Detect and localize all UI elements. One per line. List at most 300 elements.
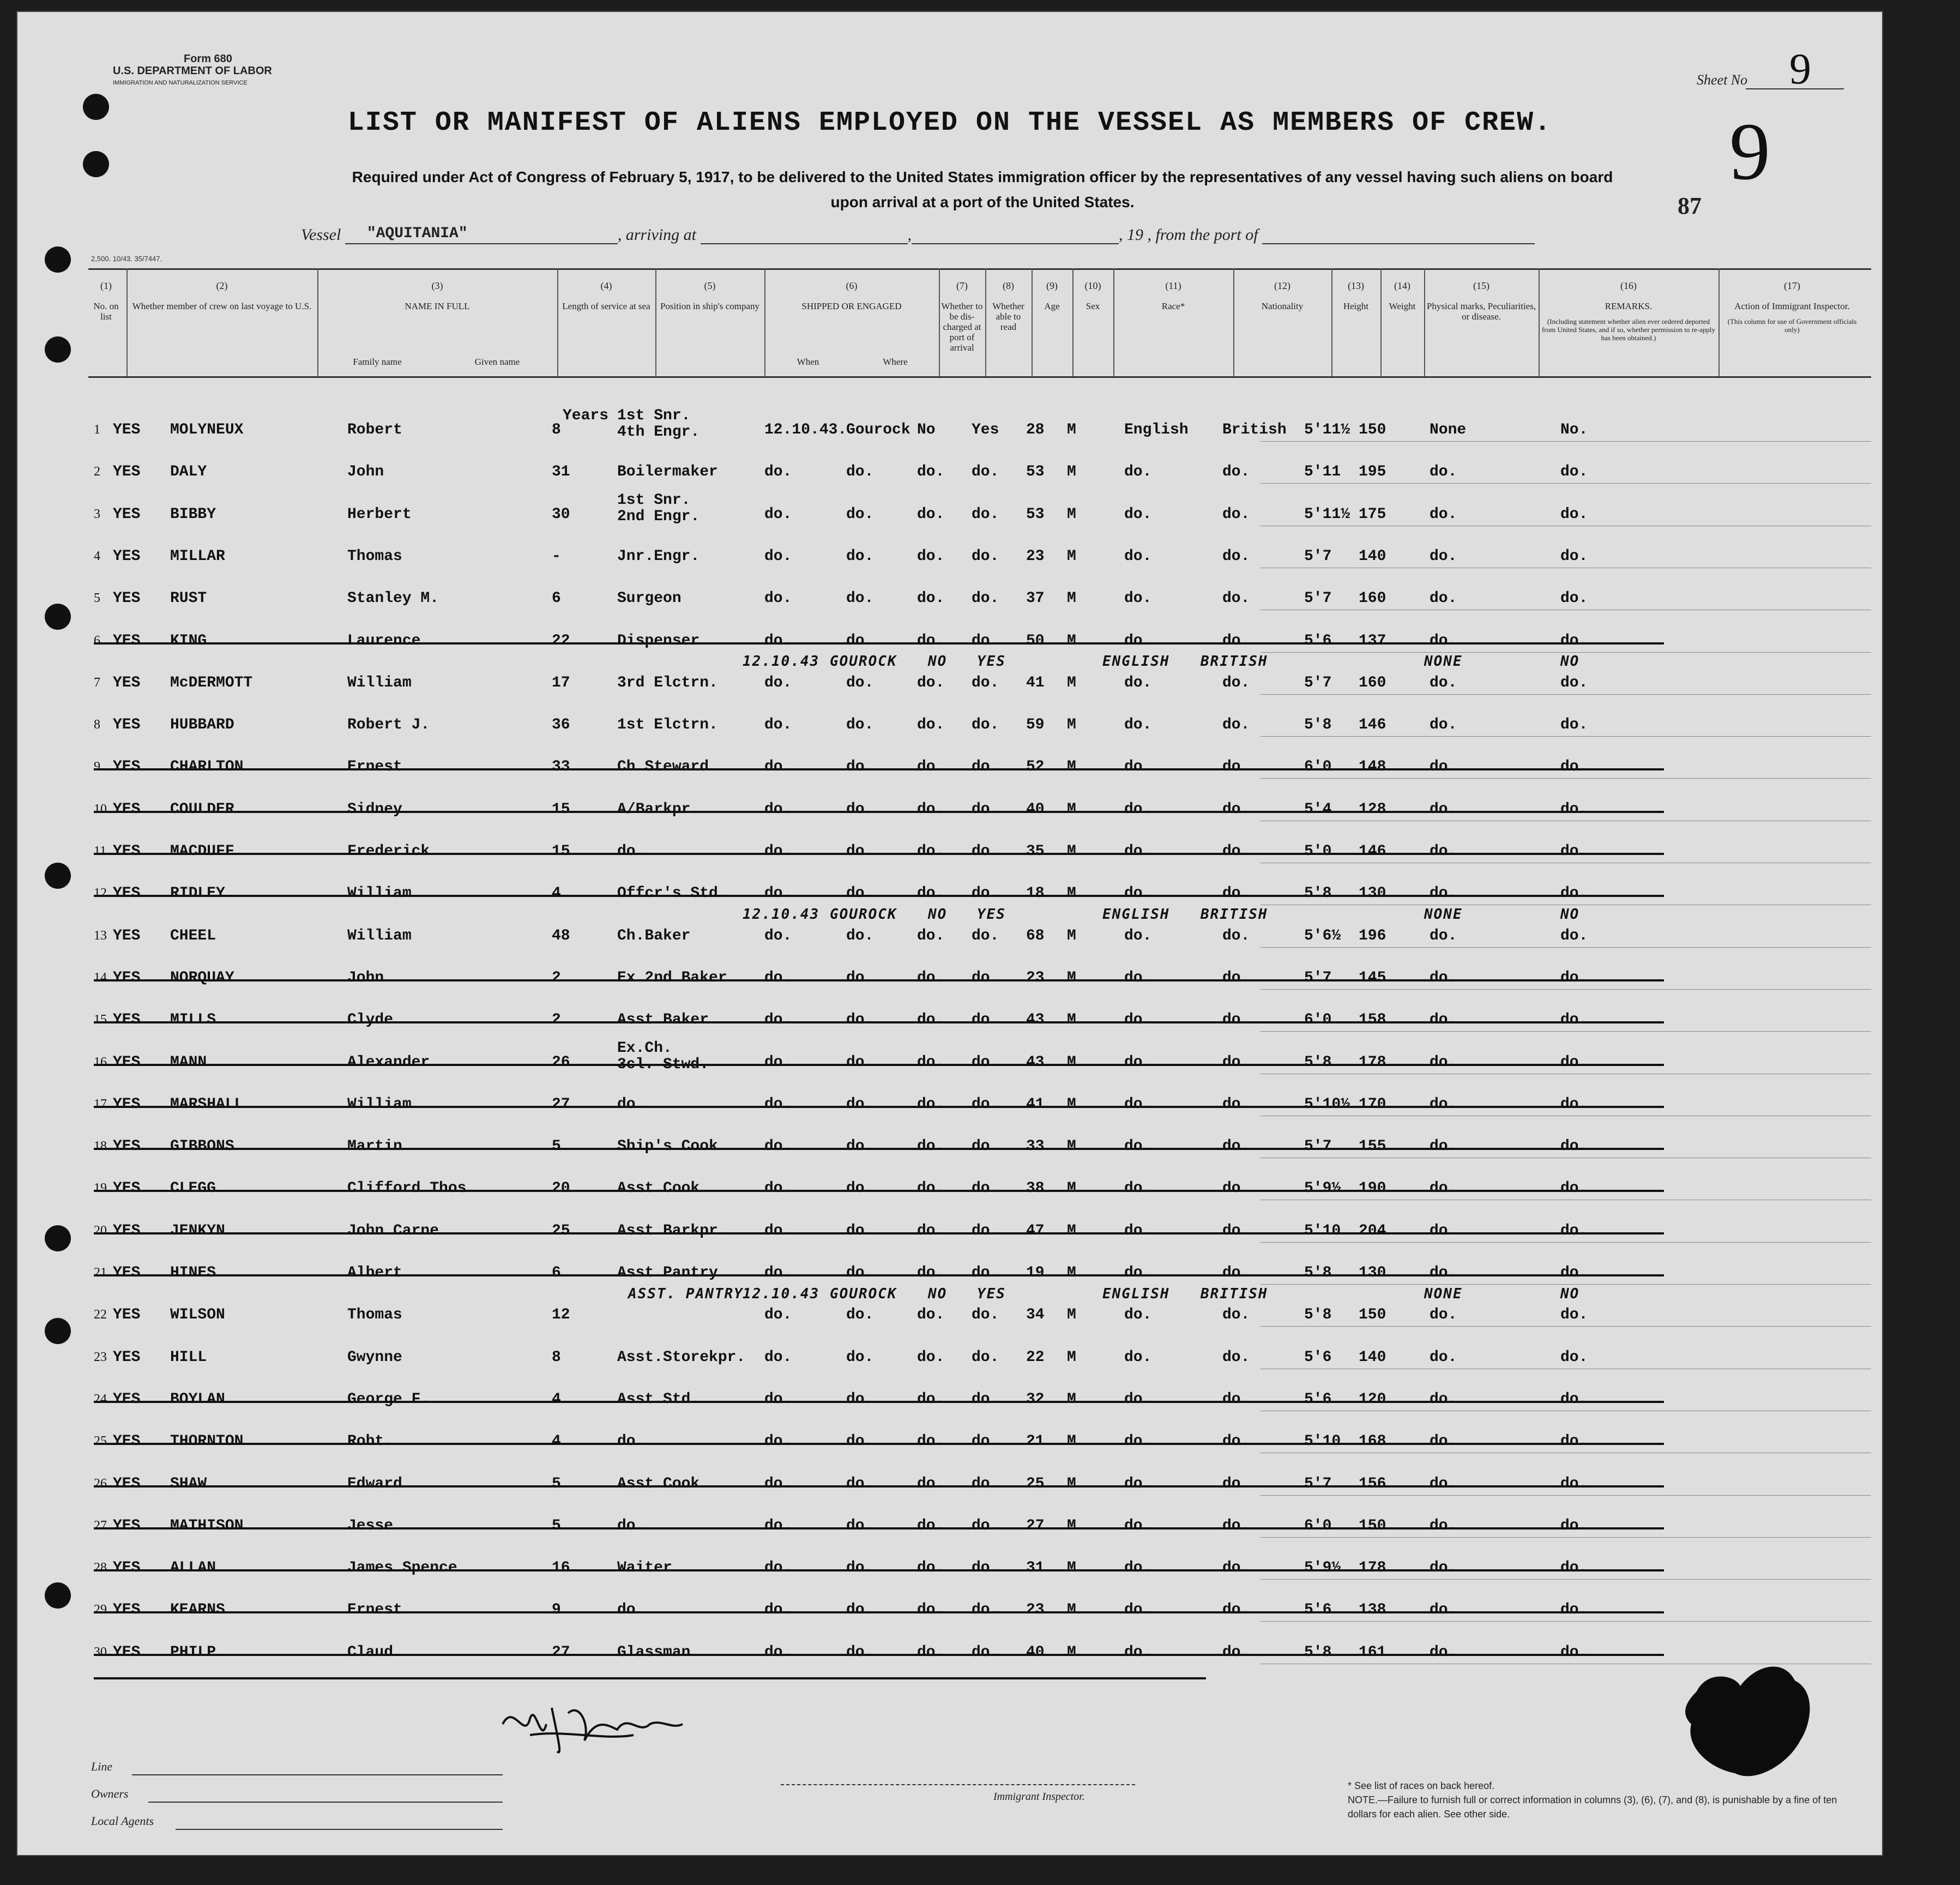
crew-status: YES	[113, 505, 141, 523]
physical-marks: do.	[1430, 1475, 1457, 1492]
header-top-rule	[88, 268, 1871, 270]
hw-read: YES	[977, 906, 1006, 923]
column-number: (15)	[1473, 280, 1489, 291]
position: Asst.Std.	[617, 1390, 700, 1408]
nationality: do.	[1222, 969, 1250, 986]
sex: M	[1067, 1095, 1076, 1113]
crew-status: YES	[113, 1264, 141, 1281]
inspector-label: Immigrant Inspector.	[993, 1791, 1085, 1803]
family-name: DALY	[170, 463, 207, 481]
strikethrough-line	[94, 1485, 1664, 1487]
race: do.	[1124, 758, 1152, 776]
discharge-status: do.	[917, 632, 945, 649]
discharge-status: do.	[917, 969, 945, 986]
table-row	[17, 1382, 1882, 1415]
position: 1st Snr.	[617, 407, 691, 424]
print-code: 2,500. 10/43. 35/7447.	[91, 255, 162, 263]
column-label: Race*	[1161, 301, 1185, 311]
strikethrough-line	[94, 1569, 1664, 1571]
position: A/Barkpr.	[617, 800, 700, 818]
hw-marks: NONE	[1424, 906, 1463, 923]
crew-status: YES	[113, 1222, 141, 1239]
age: 35	[1026, 843, 1045, 860]
race: do.	[1124, 1138, 1152, 1155]
physical-marks: do.	[1430, 590, 1457, 607]
column-number: (2)	[216, 280, 228, 291]
position: Jnr.Engr.	[617, 547, 700, 565]
row-rule	[1261, 441, 1871, 442]
weight: 150	[1359, 421, 1386, 438]
family-name: MANN	[170, 1053, 207, 1071]
crew-status: YES	[113, 716, 141, 734]
position: Offcr's.Std.	[617, 885, 727, 902]
given-name: Robert J.	[347, 716, 430, 734]
shipped-when: do.	[764, 716, 792, 734]
row-number: 20	[94, 1223, 107, 1238]
crew-status: YES	[113, 843, 141, 860]
column-number: (10)	[1084, 280, 1101, 291]
hw-read: YES	[977, 653, 1006, 670]
shipped-when: do.	[764, 1306, 792, 1324]
shipped-when: do.	[764, 1095, 792, 1113]
column-number: (17)	[1784, 280, 1800, 291]
discharge-status: No	[917, 421, 936, 438]
height: 5'7	[1304, 547, 1332, 565]
weight: 146	[1359, 716, 1386, 734]
discharge-status: do.	[917, 1517, 945, 1534]
row-rule	[1261, 1579, 1871, 1580]
height: 5'6	[1304, 1601, 1332, 1619]
ink-stain	[1675, 1659, 1838, 1784]
service-length: 4	[552, 885, 561, 902]
remarks: do.	[1560, 674, 1588, 691]
penalty-note: NOTE.—Failure to furnish full or correct information in columns (3), (6), (7), and (8), is punishable by a fine of ten dollars for each alien. See other side.	[1348, 1794, 1837, 1820]
service-length: 6	[552, 590, 561, 607]
family-name: PHILP	[170, 1643, 216, 1661]
weight: 178	[1359, 1053, 1386, 1071]
remarks: do.	[1560, 1180, 1588, 1197]
weight: 140	[1359, 547, 1386, 565]
able-to-read: do.	[972, 505, 999, 523]
remarks: do.	[1560, 1348, 1588, 1366]
hw-when: 12.10.43	[743, 906, 820, 923]
remarks: do.	[1560, 1601, 1588, 1619]
able-to-read: do.	[972, 800, 999, 818]
shipped-where: do.	[846, 674, 874, 691]
nationality: British	[1222, 421, 1287, 438]
row-number: 22	[94, 1308, 107, 1322]
row-rule	[1261, 652, 1871, 653]
age: 32	[1026, 1390, 1045, 1408]
sex: M	[1067, 632, 1076, 649]
age: 40	[1026, 800, 1045, 818]
able-to-read: do.	[972, 1011, 999, 1029]
column-sublabel: Family name	[353, 357, 402, 367]
age: 40	[1026, 1643, 1045, 1661]
column-divider	[1424, 268, 1425, 376]
column-divider	[1113, 268, 1114, 376]
shipped-when: do.	[764, 1433, 792, 1450]
service-length: 25	[552, 1222, 570, 1239]
remarks: do.	[1560, 716, 1588, 734]
family-name: RIDLEY	[170, 885, 225, 902]
sex: M	[1067, 1475, 1076, 1492]
shipped-when: do.	[764, 1011, 792, 1029]
row-number: 17	[94, 1097, 107, 1111]
position: 1st Snr.	[617, 491, 691, 509]
remarks: do.	[1560, 1433, 1588, 1450]
discharge-status: do.	[917, 1306, 945, 1324]
column-divider	[1331, 268, 1332, 376]
column-divider	[1032, 268, 1033, 376]
discharge-status: do.	[917, 1433, 945, 1450]
position: Asst.Cook	[617, 1475, 700, 1492]
weight: 128	[1359, 800, 1386, 818]
row-number: 24	[94, 1392, 107, 1406]
column-number: (3)	[431, 280, 443, 291]
service-length: -	[552, 547, 561, 565]
race: do.	[1124, 843, 1152, 860]
column-label: Whether able to read	[992, 301, 1024, 332]
arriving-port-field	[701, 230, 908, 244]
able-to-read: do.	[972, 885, 999, 902]
nationality: do.	[1222, 800, 1250, 818]
nationality: do.	[1222, 843, 1250, 860]
row-number: 1	[94, 423, 100, 437]
subtitle-line-2: upon arrival at a port of the United States.	[830, 194, 1135, 210]
row-number: 5	[94, 591, 100, 606]
row-number: 4	[94, 549, 100, 563]
row-rule	[1261, 778, 1871, 779]
table-row	[17, 876, 1882, 909]
column-label: Physical marks, Peculiarities, or disease.	[1426, 301, 1536, 322]
column-divider	[1233, 268, 1234, 376]
remarks: do.	[1560, 547, 1588, 565]
shipped-when: do.	[764, 843, 792, 860]
discharge-status: do.	[917, 927, 945, 944]
sheet-big-number: 9	[1729, 106, 1770, 197]
strikethrough-line	[94, 1190, 1664, 1192]
height: 5'7	[1304, 590, 1332, 607]
able-to-read: do.	[972, 463, 999, 481]
age: 53	[1026, 463, 1045, 481]
shipped-when: 12.10.43.	[764, 421, 847, 438]
hw-where: GOUROCK	[830, 1285, 897, 1302]
physical-marks: do.	[1430, 843, 1457, 860]
strikethrough-line	[94, 1064, 1664, 1066]
shipped-when: do.	[764, 632, 792, 649]
remarks: do.	[1560, 969, 1588, 986]
family-name: MILLAR	[170, 547, 225, 565]
hw-where: GOUROCK	[830, 653, 897, 670]
weight: 160	[1359, 590, 1386, 607]
sex: M	[1067, 1348, 1076, 1366]
discharge-status: do.	[917, 1095, 945, 1113]
shipped-where: do.	[846, 758, 874, 776]
physical-marks: do.	[1430, 1138, 1457, 1155]
family-name: MOLYNEUX	[170, 421, 244, 438]
crew-status: YES	[113, 927, 141, 944]
discharge-status: do.	[917, 1559, 945, 1577]
year-label: , 19	[1119, 226, 1143, 244]
height: 6'0	[1304, 1517, 1332, 1534]
crew-status: YES	[113, 421, 141, 438]
crew-status: YES	[113, 885, 141, 902]
family-name: COULDER	[170, 800, 234, 818]
remarks: do.	[1560, 1517, 1588, 1534]
strikethrough-line	[94, 1232, 1664, 1234]
weight: 155	[1359, 1138, 1386, 1155]
race: do.	[1124, 1180, 1152, 1197]
sex: M	[1067, 421, 1076, 438]
nationality: do.	[1222, 758, 1250, 776]
family-name: JENKYN	[170, 1222, 225, 1239]
service-length: 2	[552, 969, 561, 986]
physical-marks: do.	[1430, 1222, 1457, 1239]
shipped-where: do.	[846, 1643, 874, 1661]
family-name: RUST	[170, 590, 207, 607]
weight: 130	[1359, 885, 1386, 902]
sex: M	[1067, 1138, 1076, 1155]
physical-marks: do.	[1430, 1053, 1457, 1071]
height: 5'10	[1304, 1433, 1341, 1450]
height: 5'8	[1304, 716, 1332, 734]
height: 5'11	[1304, 463, 1341, 481]
weight: 146	[1359, 843, 1386, 860]
table-row	[17, 666, 1882, 698]
table-row	[17, 1340, 1882, 1373]
family-name: BOYLAN	[170, 1390, 225, 1408]
family-name: MILLS	[170, 1011, 216, 1029]
position: Ship's Cook	[617, 1138, 718, 1155]
shipped-where: do.	[846, 1264, 874, 1281]
crew-status: YES	[113, 1517, 141, 1534]
crew-status: YES	[113, 632, 141, 649]
column-number: (1)	[100, 280, 112, 291]
physical-marks: do.	[1430, 463, 1457, 481]
weight: 130	[1359, 1264, 1386, 1281]
age: 23	[1026, 547, 1045, 565]
given-name: Thomas	[347, 547, 402, 565]
given-name: Stanley M.	[347, 590, 439, 607]
vessel-label: Vessel	[301, 226, 341, 244]
shipped-where: do.	[846, 1306, 874, 1324]
service-length: 15	[552, 800, 570, 818]
position: do.	[617, 843, 645, 860]
column-sublabel: When	[797, 357, 819, 367]
shipped-when: do.	[764, 463, 792, 481]
punch-hole	[45, 246, 71, 273]
given-name: Martin	[347, 1138, 402, 1155]
age: 18	[1026, 885, 1045, 902]
able-to-read: do.	[972, 1643, 999, 1661]
row-number: 23	[94, 1350, 107, 1364]
sex: M	[1067, 1601, 1076, 1619]
column-number: (13)	[1348, 280, 1364, 291]
shipped-where: do.	[846, 463, 874, 481]
height: 5'4	[1304, 800, 1332, 818]
column-label: REMARKS.	[1605, 301, 1653, 311]
row-number: 26	[94, 1476, 107, 1491]
race: do.	[1124, 885, 1152, 902]
position: do.	[617, 1517, 645, 1534]
row-number: 9	[94, 760, 100, 774]
row-number: 2	[94, 465, 100, 479]
height: 5'0	[1304, 843, 1332, 860]
able-to-read: do.	[972, 843, 999, 860]
nationality: do.	[1222, 1643, 1250, 1661]
weight: 138	[1359, 1601, 1386, 1619]
row-number: 14	[94, 970, 107, 985]
height: 5'9½	[1304, 1180, 1341, 1197]
given-name: George F.	[347, 1390, 430, 1408]
service-length: 27	[552, 1643, 570, 1661]
sex: M	[1067, 1390, 1076, 1408]
shipped-where: do.	[846, 1095, 874, 1113]
given-name: James Spence	[347, 1559, 457, 1577]
family-name: CHEEL	[170, 927, 216, 944]
able-to-read: do.	[972, 1053, 999, 1071]
column-label: Height	[1343, 301, 1369, 311]
physical-marks: do.	[1430, 1433, 1457, 1450]
race: English	[1124, 421, 1189, 438]
table-row	[17, 539, 1882, 572]
position-line-2: 3cl. Stwd.	[617, 1056, 709, 1073]
strikethrough-line	[94, 895, 1664, 897]
race: do.	[1124, 969, 1152, 986]
nationality: do.	[1222, 590, 1250, 607]
family-name: HINES	[170, 1264, 216, 1281]
line-field	[132, 1774, 503, 1775]
given-name: William	[347, 674, 412, 691]
subtitle-line-1: Required under Act of Congress of February 5, 1917, to be delivered to the United States immigration officer by the representatives of any vessel having such aliens on board	[352, 168, 1613, 185]
position: Asst.Pantry	[617, 1264, 718, 1281]
hw-nationality: BRITISH	[1201, 906, 1268, 923]
family-name: CLEGG	[170, 1180, 216, 1197]
strikethrough-line	[94, 768, 1664, 770]
row-number: 13	[94, 928, 107, 943]
remarks: do.	[1560, 885, 1588, 902]
nationality: do.	[1222, 1601, 1250, 1619]
physical-marks: do.	[1430, 1517, 1457, 1534]
sex: M	[1067, 1517, 1076, 1534]
height: 5'8	[1304, 885, 1332, 902]
given-name: Gwynne	[347, 1348, 402, 1366]
table-row	[17, 1171, 1882, 1204]
column-number: (7)	[956, 280, 968, 291]
row-number: 10	[94, 802, 107, 816]
given-name: Clifford Thos.	[347, 1180, 476, 1197]
age: 43	[1026, 1053, 1045, 1071]
physical-marks: do.	[1430, 1601, 1457, 1619]
hw-when: 12.10.43	[743, 1285, 820, 1302]
weight: 170	[1359, 1095, 1386, 1113]
age: 23	[1026, 1601, 1045, 1619]
physical-marks: do.	[1430, 716, 1457, 734]
discharge-status: do.	[917, 1643, 945, 1661]
shipped-when: do.	[764, 1222, 792, 1239]
shipped-where: do.	[846, 547, 874, 565]
discharge-status: do.	[917, 1222, 945, 1239]
service-length: 12	[552, 1306, 570, 1324]
sex: M	[1067, 885, 1076, 902]
service-length: 26	[552, 1053, 570, 1071]
crew-status: YES	[113, 547, 141, 565]
column-divider	[126, 268, 128, 376]
remarks: do.	[1560, 1264, 1588, 1281]
strikethrough-line	[94, 1527, 1664, 1529]
discharge-status: do.	[917, 800, 945, 818]
column-note: (This column for use of Government officials only)	[1727, 317, 1857, 334]
shipped-where: do.	[846, 1390, 874, 1408]
family-name: WILSON	[170, 1306, 225, 1324]
remarks: do.	[1560, 463, 1588, 481]
race: do.	[1124, 1475, 1152, 1492]
age: 33	[1026, 1138, 1045, 1155]
sex: M	[1067, 1306, 1076, 1324]
service-name: IMMIGRATION AND NATURALIZATION SERVICE	[113, 80, 248, 86]
discharge-status: do.	[917, 1264, 945, 1281]
hw-where: GOUROCK	[830, 906, 897, 923]
service-length: 8	[552, 421, 561, 438]
physical-marks: None	[1430, 421, 1467, 438]
table-row	[17, 1593, 1882, 1625]
height: 6'0	[1304, 1011, 1332, 1029]
weight: 150	[1359, 1306, 1386, 1324]
discharge-status: do.	[917, 716, 945, 734]
age: 59	[1026, 716, 1045, 734]
physical-marks: do.	[1430, 969, 1457, 986]
service-length: 6	[552, 1264, 561, 1281]
sex: M	[1067, 1433, 1076, 1450]
table-row	[17, 708, 1882, 740]
discharge-status: do.	[917, 843, 945, 860]
service-length: 30	[552, 505, 570, 523]
age: 43	[1026, 1011, 1045, 1029]
crew-status: YES	[113, 800, 141, 818]
family-name: THORNTON	[170, 1433, 244, 1450]
header-bottom-rule	[88, 376, 1871, 378]
punch-hole	[45, 336, 71, 363]
crew-status: YES	[113, 1348, 141, 1366]
age: 31	[1026, 1559, 1045, 1577]
hw-remarks: NO	[1560, 653, 1580, 670]
race: do.	[1124, 1517, 1152, 1534]
line-label: Line	[91, 1760, 113, 1773]
weight: 195	[1359, 463, 1386, 481]
service-length: 48	[552, 927, 570, 944]
shipped-where: do.	[846, 800, 874, 818]
crew-status: YES	[113, 463, 141, 481]
row-rule	[1261, 1537, 1871, 1538]
remarks: do.	[1560, 1095, 1588, 1113]
column-number: (6)	[846, 280, 858, 291]
service-length: 36	[552, 716, 570, 734]
given-name: Robert	[347, 421, 402, 438]
given-name: Albert	[347, 1264, 402, 1281]
age: 68	[1026, 927, 1045, 944]
race: do.	[1124, 632, 1152, 649]
shipped-where: Gourock	[846, 421, 910, 438]
table-row	[17, 750, 1882, 782]
owners-label: Owners	[91, 1787, 129, 1800]
given-name: Robt.	[347, 1433, 394, 1450]
able-to-read: do.	[972, 1517, 999, 1534]
shipped-where: do.	[846, 632, 874, 649]
nationality: do.	[1222, 1180, 1250, 1197]
remarks: do.	[1560, 1475, 1588, 1492]
given-name: Ernest	[347, 758, 402, 776]
